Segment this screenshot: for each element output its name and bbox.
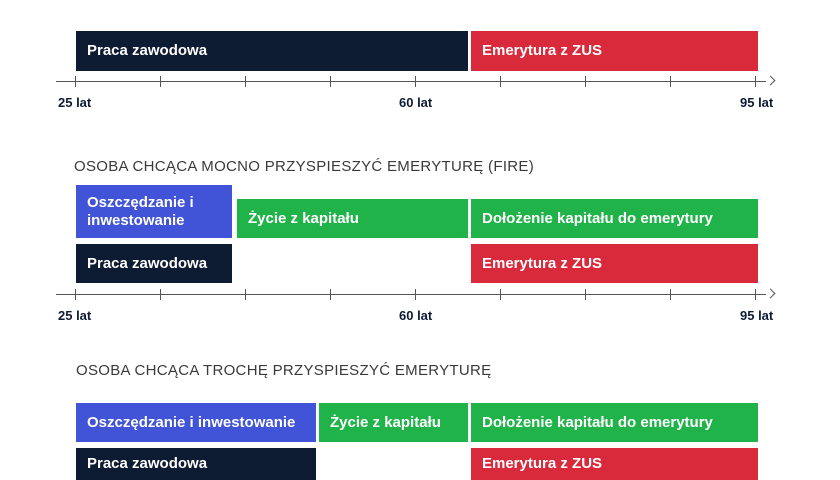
work-bar <box>76 31 468 71</box>
axis-label-start: 25 lat <box>58 95 92 110</box>
axis-tick <box>755 289 756 300</box>
pension-bar-label: Emerytura z ZUS <box>482 254 603 272</box>
work-bar <box>76 244 232 283</box>
axis-tick <box>415 76 416 87</box>
saving-bar-label-line1: Oszczędzanie i <box>87 193 194 211</box>
work-bar-label: Praca zawodowa <box>87 254 208 272</box>
work-bar <box>76 448 316 480</box>
section-title: OSOBA CHCĄCA MOCNO PRZYSPIESZYĆ EMERYTURĘ (FIRE) <box>74 158 535 175</box>
axis-tick <box>245 76 246 87</box>
axis-arrow-icon <box>766 76 776 86</box>
saving-bar <box>76 403 316 442</box>
axis-label-end: 95 lat <box>740 95 774 110</box>
pension-bar <box>471 31 758 71</box>
capital-topup-bar-label: Dołożenie kapitału do emerytury <box>482 413 713 431</box>
axis-tick <box>75 289 76 300</box>
axis-tick <box>585 289 586 300</box>
work-bar-label: Praca zawodowa <box>87 455 208 472</box>
axis-tick <box>415 289 416 300</box>
capital-topup-bar-label: Dołożenie kapitału do emerytury <box>482 209 713 227</box>
axis-tick <box>330 76 331 87</box>
axis-line <box>56 294 766 295</box>
capital-topup-bar <box>471 403 758 442</box>
axis-label-start: 25 lat <box>58 308 92 323</box>
axis-tick <box>75 76 76 87</box>
section-title: OSOBA CHCĄCA TROCHĘ PRZYSPIESZYĆ EMERYTURĘ <box>76 362 492 379</box>
axis-tick <box>670 289 671 300</box>
axis-tick <box>585 76 586 87</box>
capital-topup-bar <box>471 199 758 238</box>
axis-arrow-icon <box>766 289 776 299</box>
axis-line <box>56 81 766 82</box>
axis-label-end: 95 lat <box>740 308 774 323</box>
axis-tick <box>755 76 756 87</box>
axis-tick <box>670 76 671 87</box>
pension-bar-label: Emerytura z ZUS <box>482 42 603 59</box>
saving-bar-label-line2: inwestowanie <box>87 211 185 229</box>
pension-bar-label: Emerytura z ZUS <box>482 455 603 472</box>
saving-bar <box>76 185 232 238</box>
axis-label-mid: 60 lat <box>399 308 433 323</box>
axis-tick <box>160 289 161 300</box>
capital-life-bar <box>237 199 468 238</box>
capital-life-bar-label: Życie z kapitału <box>248 209 359 227</box>
work-bar-label: Praca zawodowa <box>87 42 208 59</box>
axis-tick <box>500 289 501 300</box>
capital-life-bar-label: Życie z kapitału <box>330 413 441 431</box>
axis-tick <box>500 76 501 87</box>
axis-label-mid: 60 lat <box>399 95 433 110</box>
pension-bar <box>471 448 758 480</box>
saving-bar-label: Oszczędzanie i inwestowanie <box>87 413 296 431</box>
age-axis <box>56 76 774 88</box>
pension-bar <box>471 244 758 283</box>
axis-tick <box>330 289 331 300</box>
axis-tick <box>245 289 246 300</box>
age-axis <box>56 289 774 301</box>
axis-tick <box>160 76 161 87</box>
capital-life-bar <box>319 403 468 442</box>
